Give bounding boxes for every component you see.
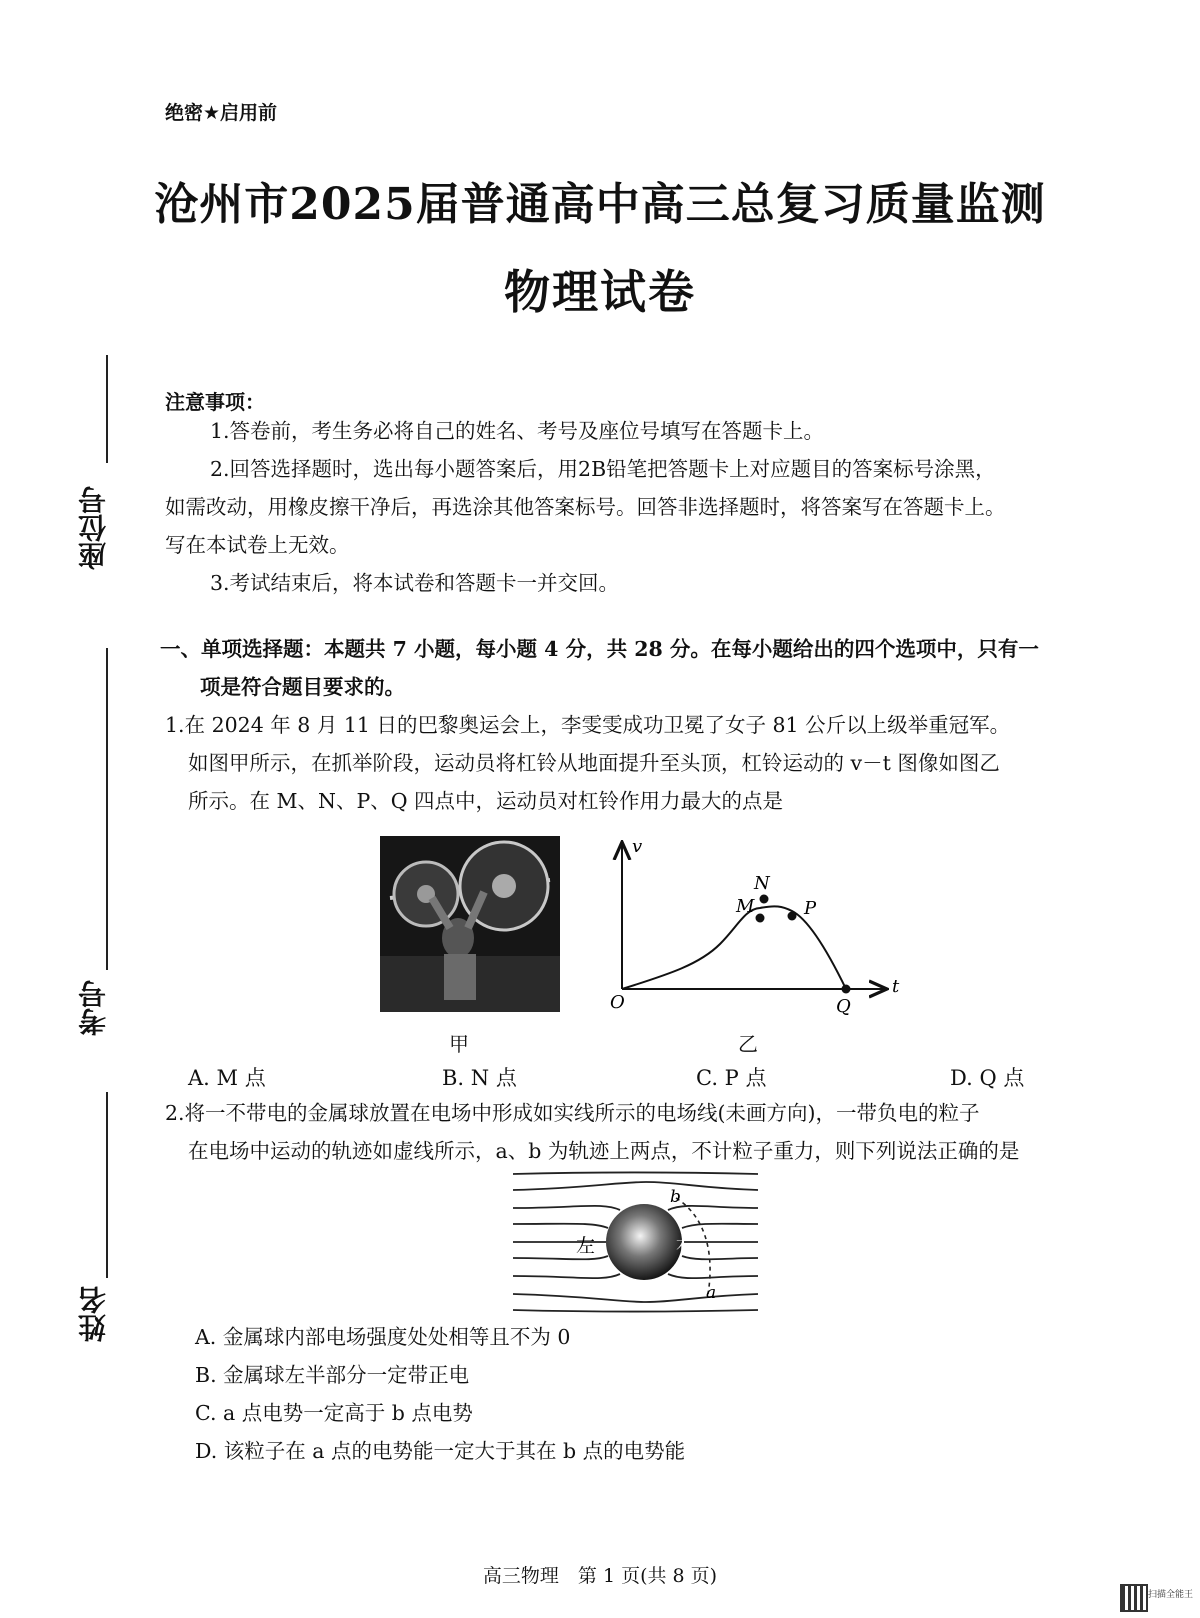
note-1: 1.答卷前，考生务必将自己的姓名、考号及座位号填写在答题卡上。 (210, 419, 825, 443)
name-line (106, 1092, 108, 1278)
note-2-end: 写在本试卷上无效。 (165, 533, 350, 557)
exam-no-line (106, 648, 108, 970)
page-footer: 高三物理 第 1 页(共 8 页) (482, 1565, 718, 1587)
q1-option-c: C. P 点 (696, 1066, 767, 1090)
q1-option-b: B. N 点 (442, 1066, 517, 1090)
confidential-mark: 绝密★启用前 (165, 102, 278, 124)
n-label: N (754, 873, 770, 894)
point-m (756, 914, 765, 923)
a-label: a (706, 1283, 717, 1303)
t-axis-label: t (892, 976, 900, 997)
point-n (760, 895, 769, 904)
v-axis-label: v (632, 836, 643, 857)
q-label: Q (836, 996, 851, 1017)
exam-no-label: 考号 (77, 980, 110, 1036)
scanner-watermark: 扫描全能王 (1148, 1590, 1194, 1600)
figure-yi-caption: 乙 (738, 1032, 758, 1056)
q2-option-d: D. 该粒子在 a 点的电势能一定大于其在 b 点的电势能 (195, 1439, 686, 1463)
b-label: b (670, 1187, 681, 1207)
metal-ball (606, 1204, 682, 1280)
weightlifting-photo (380, 836, 560, 1012)
figure-jia-caption: 甲 (449, 1032, 469, 1056)
q1-line2: 如图甲所示，在抓举阶段，运动员将杠铃从地面提升至头顶，杠铃运动的 v－t 图像如图乙 (188, 751, 1000, 775)
q2-line2: 在电场中运动的轨迹如虚线所示，a、b 为轨迹上两点，不计粒子重力，则下列说法正确的是 (188, 1139, 1020, 1163)
q2-line1: 2.将一不带电的金属球放置在电场中形成如实线所示的电场线(未画方向)，一带负电的粒子 (165, 1101, 980, 1125)
q1-option-a: A. M 点 (188, 1066, 266, 1090)
section-heading-cont: 项是符合题目要求的。 (200, 675, 405, 699)
q1-line1: 1.在 2024 年 8 月 11 日的巴黎奥运会上，李雯雯成功卫冕了女子 81 公斤以上级举重冠军。 (165, 713, 1011, 737)
note-3: 3.考试结束后，将本试卷和答题卡一并交回。 (210, 571, 620, 595)
field-line-figure (508, 1166, 764, 1316)
q1-line3: 所示。在 M、N、P、Q 四点中，运动员对杠铃作用力最大的点是 (188, 789, 784, 813)
name-label: 姓名 (77, 1286, 110, 1342)
q2-option-a: A. 金属球内部电场强度处处相等且不为 0 (195, 1325, 571, 1349)
p-label: P (804, 898, 817, 919)
q2-option-c: C. a 点电势一定高于 b 点电势 (195, 1401, 473, 1425)
exam-title: 沧州市2025届普通高中高三总复习质量监测 (154, 179, 1046, 230)
section-heading: 一、单项选择题：本题共 7 小题，每小题 4 分，共 28 分。在每小题给出的四个选项中，只有一 (160, 637, 1039, 661)
seat-line (106, 355, 108, 463)
q1-option-d: D. Q 点 (950, 1066, 1025, 1090)
vt-graph (600, 834, 910, 1024)
m-label: M (736, 896, 755, 917)
point-q (842, 985, 851, 994)
qr-code-icon (1120, 1584, 1148, 1612)
left-label: 左 (576, 1235, 596, 1257)
seat-label: 座位号 (77, 486, 110, 570)
q2-option-b: B. 金属球左半部分一定带正电 (195, 1363, 470, 1387)
note-2-cont: 如需改动，用橡皮擦干净后，再选涂其他答案标号。回答非选择题时，将答案写在答题卡上。 (165, 495, 1006, 519)
origin-label: O (610, 992, 625, 1013)
notes-heading: 注意事项： (165, 390, 265, 414)
subject-title: 物理试卷 (504, 265, 696, 319)
right-label: 右 (676, 1235, 696, 1257)
note-2: 2.回答选择题时，选出每小题答案后，用2B铅笔把答题卡上对应题目的答案标号涂黑， (210, 457, 996, 481)
point-p (788, 912, 797, 921)
